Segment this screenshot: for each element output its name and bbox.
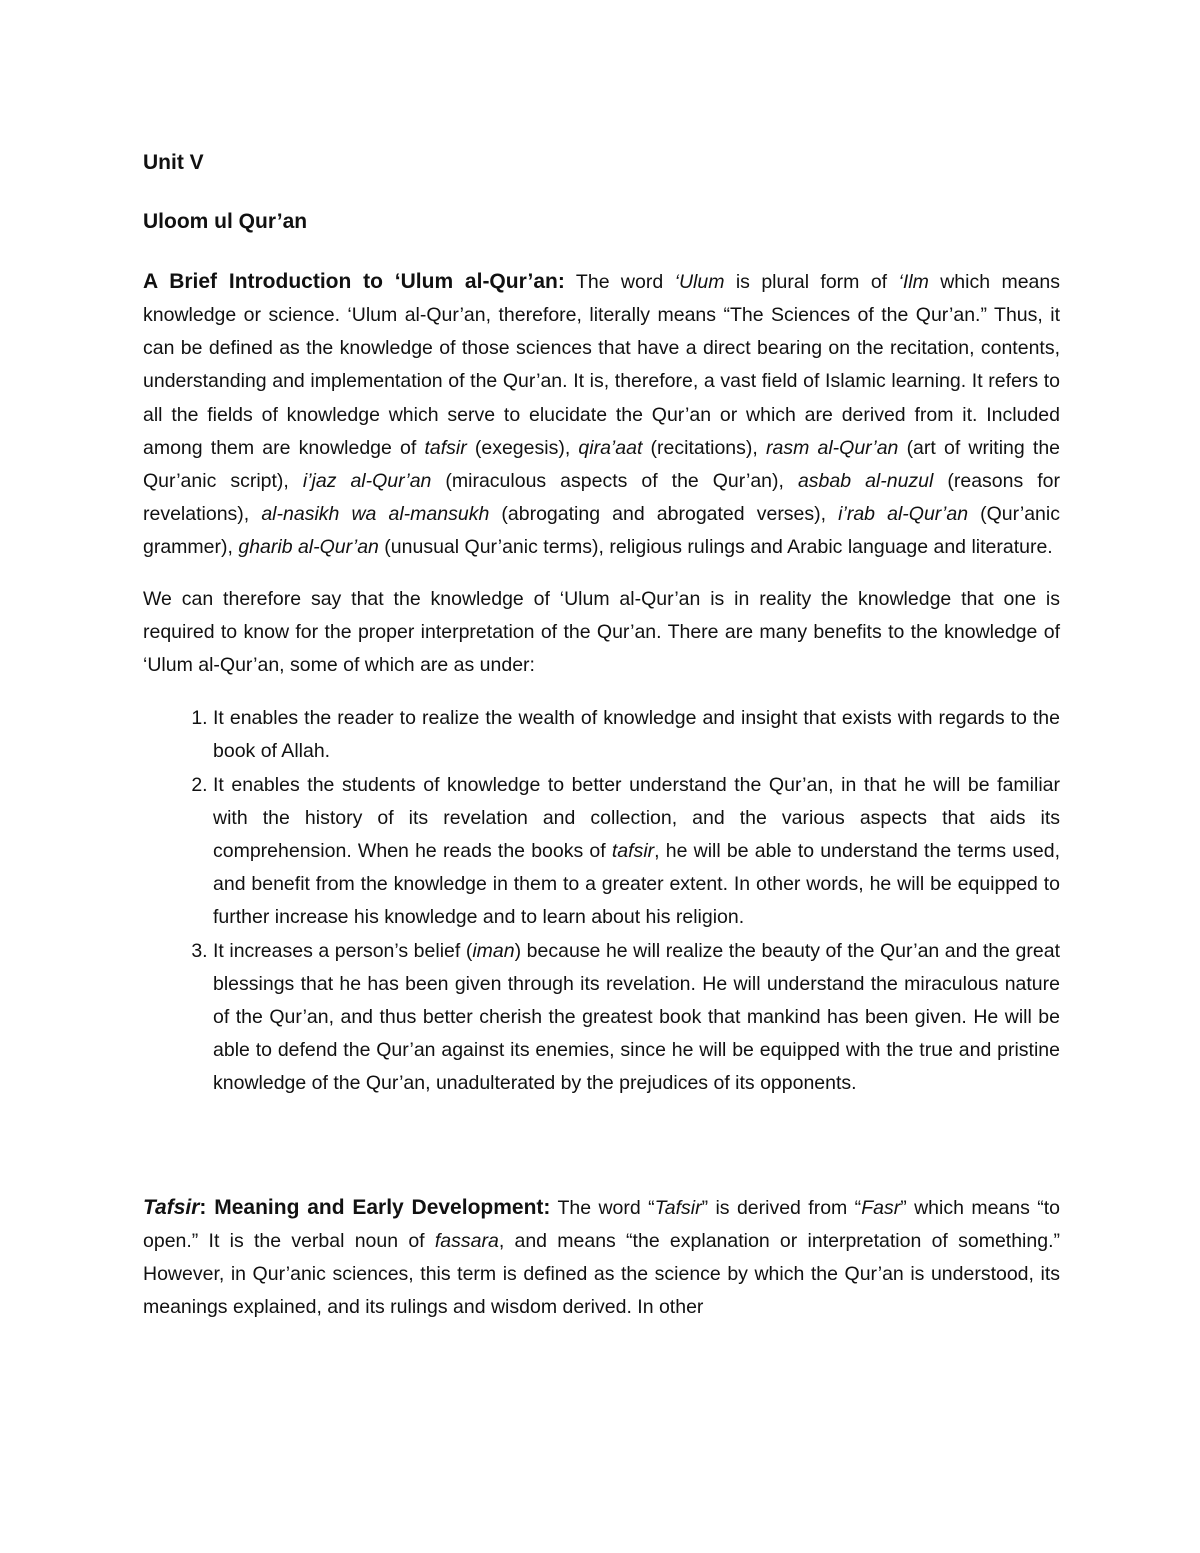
intro-text: (exegesis), (466, 436, 579, 459)
intro-text: is plural form of (724, 270, 899, 293)
list-item (213, 769, 1060, 935)
tafsir-heading-text: : Meaning and Early Development: (199, 1195, 551, 1219)
list-item (213, 935, 1060, 1101)
intro-term: al-nasikh wa al-mansukh (261, 503, 490, 526)
document-subtitle: Uloom ul Qur’an (143, 210, 308, 234)
intro-text: (miraculous aspects of the Qur’an), (431, 470, 798, 492)
intro-term: qira’aat (578, 436, 643, 459)
intro-text: (abrogating and abrogated verses), (489, 503, 839, 526)
intro-text: (Qur’anic grammer), (143, 503, 1060, 559)
document-page (143, 130, 1060, 1324)
intro-text: (unusual Qur’anic terms), religious rulings and Arabic language and literature. (378, 536, 1053, 559)
intro-text: (art of writing the Qur’anic script), (143, 436, 1061, 492)
intro-term: ‘Ulum (674, 270, 725, 293)
tafsir-text: The word “ (550, 1196, 655, 1219)
list-item-text: It enables the students of knowledge to better understand the Qur’an, in that he will be familiar with the history of its revelation and collection, and the various aspects that aids its comprehension. When he reads the books of (213, 773, 1060, 863)
list-item: 1. It enables the reader to realize the wealth of knowledge and insight that exists with regards to the book of Allah. (213, 702, 1060, 768)
intro-term: i’rab al-Qur’an (838, 503, 969, 526)
tafsir-term: Tafsir (654, 1196, 702, 1219)
tafsir-heading (143, 1196, 550, 1219)
intro-term: asbab al-nuzul (797, 470, 934, 492)
tafsir-heading-term: Tafsir (143, 1195, 200, 1219)
tafsir-text: ” is derived from “ (701, 1196, 862, 1219)
intro-term: tafsir (424, 436, 467, 459)
intro-term: gharib al-Qur’an (238, 536, 379, 559)
unit-title: Unit V (143, 151, 204, 174)
tafsir-term: fassara (434, 1229, 499, 1252)
intro-text: (recitations), (642, 436, 766, 459)
tafsir-text: , and means “the explanation or interpretation of something.” However, in Qur’anic sciences, this term is defined as the science by which the Qur’an is understood, its meanings explained, and its rulings and wisdom derived. In other (143, 1229, 1060, 1319)
intro-term: rasm al-Qur’an (765, 436, 899, 459)
intro-text: (reasons for revelations), (143, 470, 1061, 526)
list-item-term: tafsir (611, 840, 655, 863)
intro-paragraph (143, 265, 1060, 565)
benefits-list (143, 702, 1060, 1100)
tafsir-paragraph (143, 1191, 1060, 1325)
intro-text: The word (564, 270, 675, 293)
list-item-text: ) because he will realize the beauty of the Qur’an and the great blessings that he has been given through its revelation. He will understand the miraculous nature of the Qur’an, and thus better cherish the greatest book that mankind has been given. He will be able to defend the Qur’an against its enemies, since he will be equipped with the true and pristine knowledge of the Qur’an, unadulterated by the prejudices of its opponents. (213, 939, 1060, 1095)
intro-heading: A Brief Introduction to ‘Ulum al-Qur’an: (143, 269, 565, 293)
list-item-text: , he will be able to understand the terms used, and benefit from the knowledge in them to a greater extent. In other words, he will be equipped to further increase his knowledge and to learn about his religion. (213, 840, 1060, 929)
intro-term: i’jaz al-Qur’an (302, 470, 432, 492)
intro-text: which means knowledge or science. ‘Ulum al-Qur’an, therefore, literally means “The Sciences of the Qur’an.” Thus, it can be defined as the knowledge of those sciences that have a direct bearing on the recitation, contents, understanding and implementation of the Qur’an. It is, therefore, a vast field of Islamic learning. It refers to all the fields of knowledge which serve to elucidate the Qur’an or which are derived from it. Included among them are knowledge of (143, 270, 1060, 459)
tafsir-text: ” which means “to open.” It is the verbal noun of (143, 1196, 1061, 1252)
list-item-term: iman (472, 939, 515, 962)
intro-term: ‘Ilm (898, 270, 929, 293)
list-item-text: It increases a person’s belief ( (213, 939, 473, 962)
tafsir-term: Fasr (861, 1196, 901, 1219)
benefits-intro-paragraph: We can therefore say that the knowledge of ‘Ulum al-Qur’an is in reality the knowledge that one is required to know for the proper interpretation of the Qur’an. There are many benefits to the knowledge of ‘Ulum al-Qur’an, some of which are as under: (143, 587, 1060, 677)
